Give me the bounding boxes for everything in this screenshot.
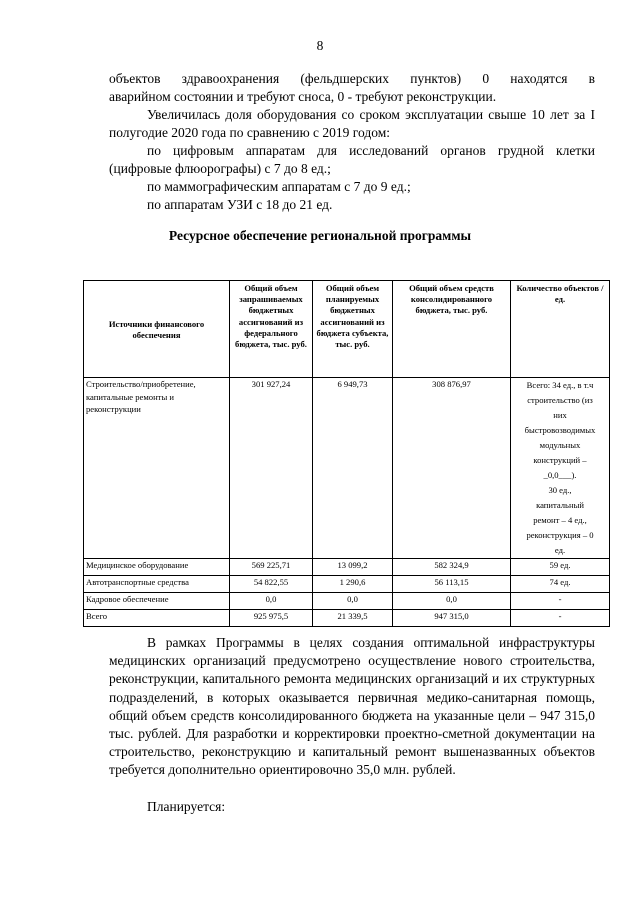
count-line: них <box>553 410 567 420</box>
count-line: строительство (из <box>527 395 593 405</box>
cell-subject: 0,0 <box>313 593 393 610</box>
cell-federal: 0,0 <box>230 593 313 610</box>
cell-consolidated: 947 315,0 <box>393 610 511 627</box>
cell-subject: 21 339,5 <box>313 610 393 627</box>
header-source: Источники финансового обеспечения <box>84 281 230 378</box>
table-row <box>84 378 610 559</box>
table-row <box>84 559 610 576</box>
cell-source: Автотранспортные средства <box>84 576 230 593</box>
cell-source: Медицинское оборудование <box>84 559 230 576</box>
count-line: ремонт – 4 ед., <box>533 515 587 525</box>
header-consolidated: Общий объем средств консолидированного бюджета, тыс. руб. <box>393 281 511 378</box>
header-subject: Общий объем планируемых бюджетных ассигнований из бюджета субъекта, тыс. руб. <box>313 281 393 378</box>
count-line: капитальный <box>536 500 584 510</box>
cell-count: - <box>511 593 610 610</box>
intro-line-2: аварийном состоянии и требуют сноса, 0 - требуют реконструкции. <box>109 89 497 104</box>
cell-consolidated: 56 113,15 <box>393 576 511 593</box>
cell-federal: 925 975,5 <box>230 610 313 627</box>
count-line: 30 ед., <box>548 485 572 495</box>
cell-federal: 54 822,55 <box>230 576 313 593</box>
header-federal: Общий объем запрашиваемых бюджетных ассигнований из федерального бюджета, тыс. руб. <box>230 281 313 378</box>
resource-table <box>83 280 610 627</box>
section-heading: Ресурсное обеспечение региональной программы <box>168 228 472 243</box>
count-line: модульных <box>539 440 581 450</box>
closing-paragraph: В рамках Программы в целях создания оптимальной инфраструктуры медицинских организаций предусмотрено осуществление нового строительства, реконструкции, капитального ремонта медицинских организаций и их структурных подразделений, в которых оказывается первичная медико-санитарная помощь, общий объем средств консолидированного бюджета на указанные цели – 947 315,0 тыс. рублей. Для разработки и корректировки проектно-сметной документации на строительство, реконструкцию и капитальный ремонт вышеназванных объектов требуется дополнительно ориентировочно 35,0 млн. рублей. <box>109 635 595 778</box>
header-count: Количество объектов / ед. <box>511 281 610 378</box>
count-line: конструкций – <box>533 455 587 465</box>
count-line: _0,0___). <box>543 470 577 480</box>
count-line: ед. <box>554 545 566 555</box>
intro-paragraph-mammography: по маммографическим аппаратам с 7 до 9 ед.; <box>147 179 411 194</box>
cell-federal: 569 225,71 <box>230 559 313 576</box>
table-row <box>84 593 610 610</box>
page-number: 8 <box>316 38 324 53</box>
table-row <box>84 576 610 593</box>
count-line: быстровозводимых <box>524 425 596 435</box>
cell-source: Строительство/приобретение, капитальные ремонты и реконструкции <box>84 378 230 559</box>
count-line: реконструкция – 0 <box>526 530 594 540</box>
cell-count: 74 ед. <box>511 576 610 593</box>
intro-line-1: объектов здравоохранения (фельдшерских пунктов) 0 находятся в <box>109 71 595 86</box>
cell-count <box>511 378 610 559</box>
cell-count: 59 ед. <box>511 559 610 576</box>
cell-subject: 6 949,73 <box>313 378 393 559</box>
cell-source: Всего <box>84 610 230 627</box>
intro-paragraph-ultrasound: по аппаратам УЗИ с 18 до 21 ед. <box>147 197 333 212</box>
cell-consolidated: 308 876,97 <box>393 378 511 559</box>
cell-federal: 301 927,24 <box>230 378 313 559</box>
intro-paragraph-fluorographs: по цифровым аппаратам для исследований органов грудной клетки (цифровые флюорографы) с 7 до 8 ед.; <box>109 143 595 177</box>
cell-subject: 1 290,6 <box>313 576 393 593</box>
count-line: Всего: 34 ед., в т.ч <box>526 380 594 390</box>
cell-consolidated: 0,0 <box>393 593 511 610</box>
cell-count: - <box>511 610 610 627</box>
cell-source: Кадровое обеспечение <box>84 593 230 610</box>
cell-subject: 13 099,2 <box>313 559 393 576</box>
table-header-row <box>84 281 610 378</box>
intro-paragraph-equipment: Увеличилась доля оборудования со сроком эксплуатации свыше 10 лет за I полугодие 2020 года по сравнению с 2019 годом: <box>109 107 595 141</box>
table-row-total <box>84 610 610 627</box>
cell-consolidated: 582 324,9 <box>393 559 511 576</box>
closing-planned: Планируется: <box>147 799 226 814</box>
